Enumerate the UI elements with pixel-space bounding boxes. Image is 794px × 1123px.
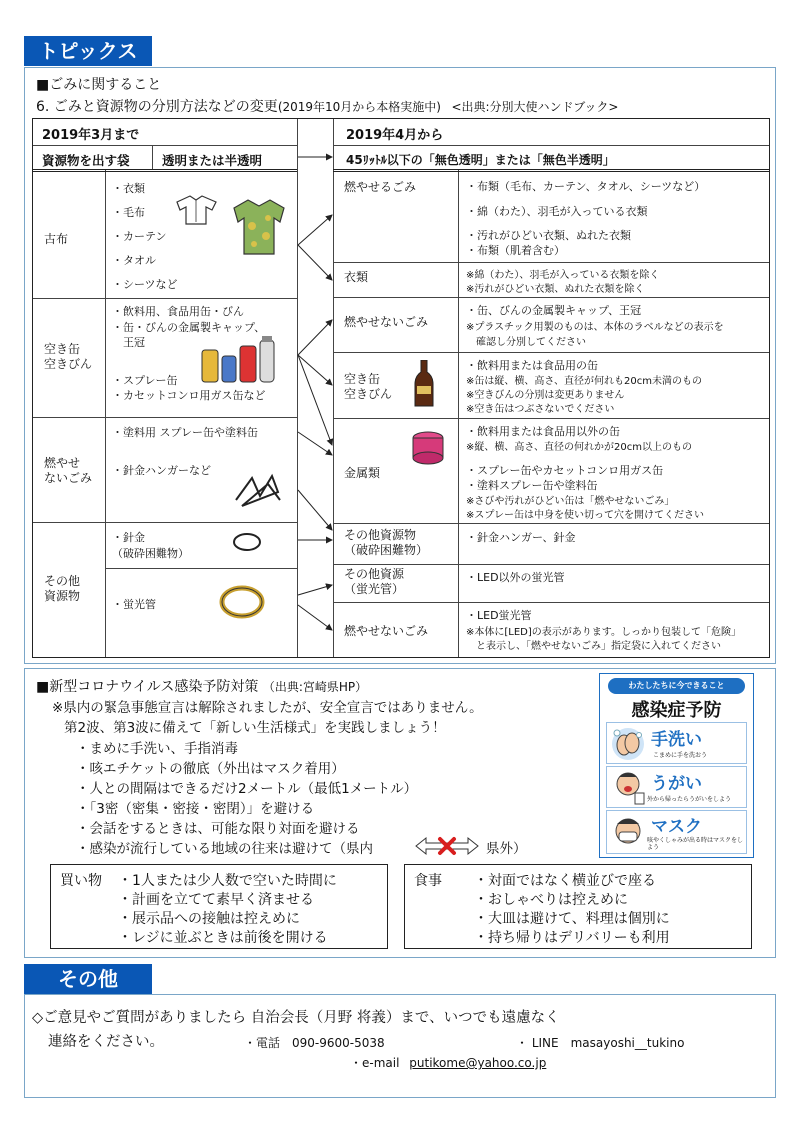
right-line: ※空きびんの分別は変更ありません: [466, 390, 625, 401]
left-item: （破砕困難物）: [112, 547, 189, 560]
left-group-name-line: その他: [44, 574, 81, 588]
garbage-title-line: [36, 96, 618, 116]
right-row-name-line: その他資源: [344, 567, 405, 581]
shirt-icon: [228, 196, 290, 258]
right-line: ※本体に[LED]の表示があります。しっかり包装して「危険」: [466, 627, 741, 638]
right-line: ※縦、横、高さ、直径の何れかが20cm以上のもの: [466, 442, 692, 453]
covid-line: 第2波、第3波に備えて「新しい生活様式」を実践しましょう！: [64, 720, 446, 736]
left-group-name-cans: [44, 342, 92, 372]
bag-before: 透明または半透明: [162, 153, 263, 168]
bag-row-divider-right: [333, 169, 769, 172]
right-line: ・汚れがひどい衣類、ぬれた衣類: [466, 229, 631, 242]
mask-icon: [609, 814, 647, 852]
contact-line2: 連絡をください。: [48, 1034, 164, 1050]
prevention-poster: [599, 673, 754, 858]
left-item: ・針金ハンガーなど: [112, 464, 211, 477]
left-table-inner-divider: [105, 170, 106, 523]
poster-tile-sub: 咳やくしゃみが出る時はマスクをしよう: [647, 837, 744, 852]
right-table-inner-divider: [458, 170, 459, 657]
shopping-item: ・計画を立てて素早く済ませる: [118, 892, 314, 908]
poster-tile-handwash: [606, 722, 747, 764]
right-line: ・スプレー缶やカセットコンロ用ガス缶: [466, 464, 664, 477]
covid-line: ※県内の緊急事態宣言は解除されましたが、安全宣言ではありません。: [52, 700, 483, 716]
bottle-icon: [414, 360, 434, 408]
meal-item: ・持ち帰りはデリバリーも利用: [474, 930, 670, 946]
poster-title: 感染症予防: [631, 700, 722, 721]
poster-tile-sub: 外から帰ったらうがいをしよう: [647, 796, 732, 803]
poster-tile-gargle: [606, 766, 747, 808]
left-item: ・シーツなど: [112, 278, 178, 291]
right-line: ・布類（肌着含む）: [466, 244, 565, 257]
bag-divider: [152, 145, 153, 170]
gargle-icon: [609, 769, 647, 807]
right-row-divider: [333, 418, 769, 419]
right-line: ・飲料用または食品用以外の缶: [466, 425, 620, 438]
right-line: と表示し、「燃やせないごみ」指定袋に入れてください: [466, 641, 721, 652]
wire-coil-icon: [230, 530, 264, 554]
poster-tile-title: うがい: [651, 774, 702, 794]
right-row-name-line: （蛍光管）: [344, 582, 405, 596]
right-line: ※プラスチック用製のものは、本体のラベルなどの表示を: [466, 322, 724, 333]
right-row-name-nonburnable: 燃やせないごみ: [344, 315, 429, 329]
garbage-heading: ■ごみに関すること: [36, 77, 162, 93]
right-row-divider: [333, 564, 769, 565]
shopping-item: ・1人または少人数で空いた時間に: [118, 873, 337, 889]
left-group-name-line: 燃やせ: [44, 456, 81, 470]
covid-line: ・感染が流行している地域の往来は避けて（県内: [76, 841, 373, 857]
right-line: ※さびや汚れがひどい缶は「燃やせないごみ」: [466, 496, 675, 507]
contact-email-label: ・e-mail: [350, 1056, 400, 1070]
right-line: ※綿（わた）、羽毛が入っている衣類を除く: [466, 270, 660, 281]
right-line: ・針金ハンガー、針金: [466, 531, 576, 544]
right-row-name-metal: 金属類: [344, 466, 381, 480]
left-row-divider: [106, 568, 297, 569]
poster-banner: わたしたちに今できること: [608, 678, 745, 694]
covid-line: ・まめに手洗い、手指消毒: [76, 741, 238, 757]
right-row-divider: [333, 602, 769, 603]
wire-hanger-icon: [232, 470, 284, 510]
tin-can-icon: [410, 430, 446, 466]
left-item: ・飲料用、食品用缶・びん: [112, 305, 244, 318]
left-row-divider: [33, 522, 297, 523]
poster-tile-title: 手洗い: [651, 730, 702, 750]
poster-tile-sub: こまめに手を洗おう: [653, 752, 708, 759]
covid-line: ・咳エチケットの徹底（外出はマスク着用）: [76, 761, 345, 777]
topics-header: トピックス: [24, 36, 152, 66]
right-line: ・布類（毛布、カーテン、タオル、シーツなど）: [466, 180, 706, 193]
poster-tile-mask: [606, 810, 747, 854]
bag-label: 資源物を出す袋: [42, 153, 130, 168]
right-row-name-fluorescent: [344, 567, 404, 597]
garbage-source: <出典:分別大使ハンドブック>: [451, 100, 619, 114]
right-line: ※缶は縦、横、高さ、直径が何れも20cm未満のもの: [466, 376, 702, 387]
left-row-divider: [33, 417, 297, 418]
right-row-divider: [333, 523, 769, 524]
right-row-name-nonburnable-led: 燃やせないごみ: [344, 624, 429, 638]
left-item: ・塗料用 スプレー缶や塗料缶: [112, 426, 259, 439]
meal-item: ・大皿は避けて、料理は個別に: [474, 911, 670, 927]
shopping-item: ・展示品への接触は控えめに: [118, 911, 300, 927]
right-row-name-line: 空き缶: [344, 372, 381, 386]
left-row-divider: [33, 298, 297, 299]
right-line: ・飲料用または食品用の缶: [466, 359, 598, 372]
fluorescent-tube-icon: [216, 582, 268, 624]
covid-line: 県外）: [486, 841, 527, 857]
right-line: ・塗料スプレー缶や塗料缶: [466, 479, 598, 492]
right-row-name-burnable: 燃やせるごみ: [344, 180, 417, 194]
header-divider-right: [333, 145, 769, 146]
left-table-inner-divider: [105, 522, 106, 657]
right-row-name-cans: [344, 372, 392, 402]
left-item: 王冠: [112, 336, 145, 349]
right-row-divider: [333, 352, 769, 353]
left-group-name-nonburn: [44, 456, 92, 486]
right-line: ・綿（わた）、羽毛が入っている衣類: [466, 205, 648, 218]
right-line: ※スプレー缶は中身を使い切って穴を開けてください: [466, 510, 704, 521]
right-line: ・LED蛍光管: [466, 609, 532, 622]
garbage-title: 6. ごみと資源物の分別方法などの変更: [36, 99, 278, 115]
bag-row-divider-left: [33, 169, 297, 172]
meal-label: 食事: [414, 873, 442, 889]
handwash-icon: [609, 725, 647, 763]
header-divider-left: [33, 145, 297, 146]
covid-source: （出典:宮崎県HP）: [262, 680, 368, 694]
left-item: ・針金: [112, 531, 145, 544]
shopping-label: 買い物: [60, 873, 102, 889]
cans-icon: [200, 336, 282, 386]
right-row-divider: [333, 262, 769, 263]
col-before-header: 2019年3月まで: [42, 128, 140, 143]
left-group-name-line: 空き缶: [44, 342, 81, 356]
garbage-title-sub: (2019年10月から本格実施中): [277, 100, 441, 114]
meal-item: ・対面ではなく横並びで座る: [474, 873, 656, 889]
right-row-name-line: 空きびん: [344, 387, 393, 401]
left-group-name-cloth: 古布: [44, 232, 69, 246]
left-item: ・カセットコンロ用ガス缶など: [112, 389, 266, 402]
covid-line: ・会話をするときは、可能な限り対面を避ける: [76, 821, 360, 837]
covid-heading-line: [36, 676, 367, 696]
right-line: ・LED以外の蛍光管: [466, 571, 565, 584]
right-row-name-clothing: 衣類: [344, 270, 369, 284]
no-travel-arrow-icon: [414, 836, 480, 856]
left-item: ・毛布: [112, 206, 145, 219]
mapping-arrows: [296, 145, 336, 635]
right-line: ※空き缶はつぶさないでください: [466, 404, 615, 415]
poster-tile-title: マスク: [651, 817, 702, 837]
left-group-name-other: [44, 574, 80, 604]
contact-phone: ・電話 090-9600-5038: [244, 1036, 385, 1050]
contact-line1: ◇ご意見やご質問がありましたら 自治会長（月野 将義）まで、いつでも遠慮なく: [32, 1010, 560, 1026]
left-item: ・衣類: [112, 182, 145, 195]
right-line: ※汚れがひどい衣類、ぬれた衣類を除く: [466, 284, 645, 295]
left-item: ・タオル: [112, 254, 156, 267]
bag-after: 45ﾘｯﾄﾙ以下の「無色透明」または「無色半透明」: [346, 153, 615, 167]
right-row-divider: [333, 297, 769, 298]
clothes-icon: [172, 192, 222, 228]
contact-email-link[interactable]: putikome@yahoo.co.jp: [409, 1056, 547, 1070]
left-group-name-line: 資源物: [44, 589, 81, 603]
right-row-name-line: （破砕困難物）: [344, 543, 429, 557]
right-line: 確認し分別してください: [466, 337, 586, 348]
shopping-item: ・レジに並ぶときは前後を開ける: [118, 930, 328, 946]
right-row-name-line: その他資源物: [344, 528, 417, 542]
other-header: その他: [24, 964, 152, 994]
covid-heading: ■新型コロナウイルス感染予防対策: [36, 679, 259, 695]
left-item: ・蛍光管: [112, 598, 156, 611]
left-group-name-line: ないごみ: [44, 471, 93, 485]
covid-line: ・人との間隔はできるだけ2メートル（最低1メートル）: [76, 781, 418, 797]
contact-line-id: ・ LINE masayoshi__tukino: [516, 1036, 685, 1050]
left-item: ・カーテン: [112, 230, 167, 243]
meal-item: ・おしゃべりは控えめに: [474, 892, 628, 908]
left-item: ・缶・びんの金属製キャップ、: [112, 321, 266, 334]
col-after-header: 2019年4月から: [346, 128, 444, 143]
covid-line: ・「3密（密集・密接・密閉）」を避ける: [76, 801, 315, 817]
right-row-name-other-resources: [344, 528, 428, 558]
left-item: ・スプレー缶: [112, 374, 178, 387]
right-line: ・缶、びんの金属製キャップ、王冠: [466, 304, 642, 317]
left-group-name-line: 空きびん: [44, 357, 93, 371]
contact-email-row: [350, 1054, 546, 1071]
